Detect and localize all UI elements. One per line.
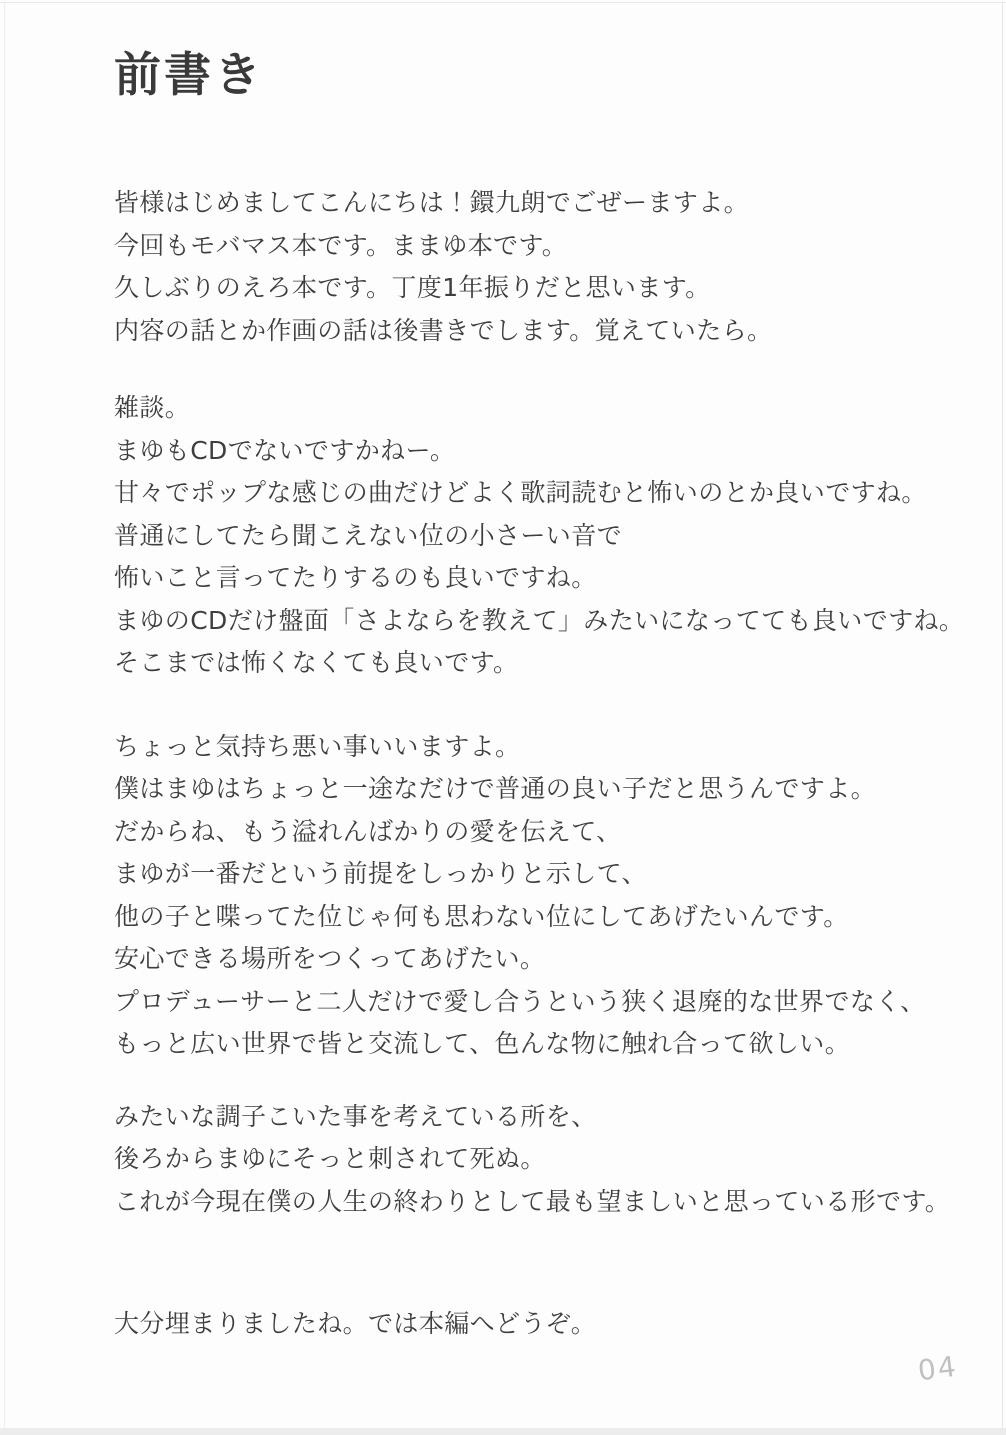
page-content — [114, 44, 965, 1346]
text-line: ちょっと気持ち悪い事いいますよ。 — [114, 731, 521, 761]
text-line: もっと広い世界で皆と交流して、色んな物に触れ合って欲しい。 — [114, 1029, 851, 1058]
text-line: だからね、もう溢れんばかりの愛を伝えて、 — [114, 816, 622, 846]
text-line: 僕はまゆはちょっと一途なだけで普通の良い子だと思うんですよ。 — [114, 774, 877, 803]
text-line: 他の子と喋ってた位じゃ何も思わない位にしてあげたいんです。 — [114, 901, 849, 931]
page-number: 04 — [916, 1349, 960, 1388]
text-line: これが今現在僕の人生の終わりとして最も望ましいと思っている形です。 — [114, 1186, 951, 1216]
text-line: まゆのCDだけ盤面「さよならを教えて」みたいになってても良いですね。 — [114, 605, 965, 635]
text-line: 皆様はじめましてこんにちは！鐶九朗でごぜーますよ。 — [114, 188, 750, 217]
text-line: そこまでは怖くなくても良いです。 — [114, 648, 519, 677]
text-line: 大分埋まりましたね。では本編へどうぞ。 — [114, 1309, 597, 1338]
text-line: 後ろからまゆにそっと刺されて死ぬ。 — [114, 1144, 546, 1173]
paragraph-closing — [114, 1303, 944, 1346]
text-line: 雑談。 — [114, 393, 191, 422]
text-line: 怖いこと言ってたりするのも良いですね。 — [114, 563, 597, 592]
paragraph-chat — [114, 387, 965, 685]
text-line: 安心できる場所をつくってあげたい。 — [114, 944, 546, 973]
text-line: みたいな調子こいた事を考えている所を、 — [114, 1101, 597, 1131]
text-line: 内容の話とか作画の話は後書きでします。覚えていたら。 — [114, 315, 773, 345]
scan-edge-right — [1002, 2, 1003, 1429]
scan-edge-bottom — [0, 1428, 1006, 1435]
scan-edge-top — [0, 2, 1006, 3]
paragraph-punchline — [114, 1096, 951, 1224]
paragraph-thoughts — [114, 726, 944, 1066]
text-line: プロデューサーと二人だけで愛し合うという狭く退廃的な世界でなく、 — [114, 986, 926, 1016]
text-line: 久しぶりのえろ本です。丁度1年振りだと思います。 — [114, 273, 711, 302]
text-line: 普通にしてたら聞こえない位の小さーい音で — [114, 520, 623, 550]
scan-edge-left — [4, 2, 5, 1429]
text-line: 甘々でポップな感じの曲だけどよく歌詞読むと怖いのとか良いですね。 — [114, 478, 927, 507]
text-line: まゆもCDでないですかねー。 — [114, 435, 456, 465]
page-title: 前書き — [114, 48, 264, 103]
paragraph-intro — [114, 182, 944, 352]
text-line: まゆが一番だという前提をしっかりと示して、 — [114, 859, 647, 888]
text-line: 今回もモバマス本です。ままゆ本です。 — [114, 230, 568, 260]
